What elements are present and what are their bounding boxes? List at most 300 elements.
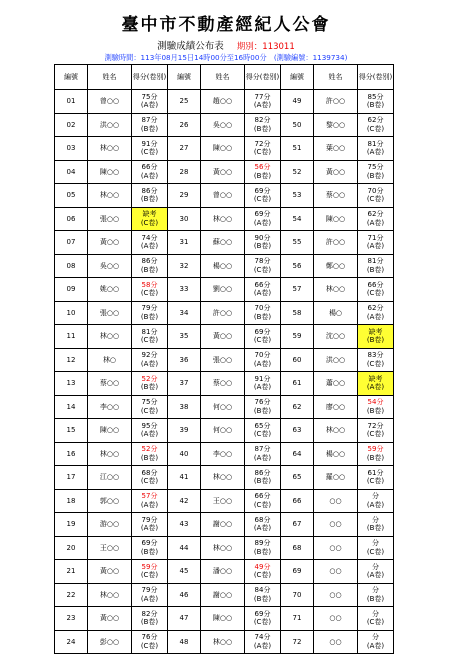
paper-type: (C卷) [253, 618, 272, 627]
paper-type: (A卷) [140, 171, 159, 180]
examinee-name: 黃○○ [88, 560, 132, 584]
header-score: 得分(卷別) [132, 65, 168, 90]
paper-type: (B卷) [253, 242, 272, 251]
score-cell [132, 560, 168, 584]
examinee-name: 林○○ [201, 207, 245, 231]
score-cell [245, 113, 281, 137]
score-cell [358, 513, 394, 537]
examinee-number: 11 [55, 325, 88, 349]
score-value: 77分 [254, 92, 271, 101]
examinee-name: 張○○ [88, 207, 132, 231]
examinee-number: 35 [168, 325, 201, 349]
paper-type: (A卷) [253, 453, 272, 462]
subtitle-row [0, 38, 452, 52]
score-value: 90分 [254, 233, 271, 242]
examinee-name: 陳○○ [201, 607, 245, 631]
score-value: 分 [372, 515, 379, 524]
score-value: 74分 [254, 633, 271, 642]
score-value: 59分 [367, 445, 384, 454]
paper-type: (C卷) [140, 571, 159, 580]
examinee-number: 14 [55, 395, 88, 419]
score-value: 81分 [141, 327, 158, 336]
score-cell [358, 137, 394, 161]
examinee-number: 36 [168, 348, 201, 372]
score-cell [358, 630, 394, 654]
examinee-name: ○○ [314, 560, 358, 584]
score-cell [132, 231, 168, 255]
score-value: 66分 [367, 280, 384, 289]
score-value: 79分 [141, 304, 158, 313]
table-row [55, 137, 394, 161]
paper-type: (B卷) [140, 547, 159, 556]
paper-type: (B卷) [253, 171, 272, 180]
score-cell [132, 395, 168, 419]
score-value: 缺考 [368, 327, 383, 336]
paper-type: (C卷) [253, 265, 272, 274]
score-value: 81分 [367, 139, 384, 148]
examinee-number: 67 [281, 513, 314, 537]
score-value: 49分 [254, 562, 271, 571]
paper-type: (B卷) [140, 265, 159, 274]
paper-type: (C卷) [366, 289, 385, 298]
examinee-name: 黃○○ [201, 325, 245, 349]
examinee-number: 46 [168, 583, 201, 607]
examinee-name: 姚○○ [88, 278, 132, 302]
paper-type: (C卷) [140, 477, 159, 486]
score-cell [358, 113, 394, 137]
examinee-name: 蔡○○ [201, 372, 245, 396]
examinee-name: ○○ [314, 536, 358, 560]
score-cell [132, 254, 168, 278]
score-value: 72分 [254, 139, 271, 148]
score-cell [358, 583, 394, 607]
score-value: 70分 [254, 351, 271, 360]
paper-type: (B卷) [140, 124, 159, 133]
score-cell [245, 254, 281, 278]
paper-type: (A卷) [140, 430, 159, 439]
paper-type: (B卷) [140, 618, 159, 627]
paper-type: (B卷) [140, 453, 159, 462]
paper-type: (A卷) [253, 524, 272, 533]
table-row [55, 489, 394, 513]
header-no: 編號 [281, 65, 314, 90]
score-cell [358, 207, 394, 231]
examinee-number: 72 [281, 630, 314, 654]
examinee-name: 吳○○ [201, 113, 245, 137]
table-row [55, 184, 394, 208]
paper-type: (C卷) [366, 359, 385, 368]
paper-type: (C卷) [366, 477, 385, 486]
paper-type: (B卷) [140, 383, 159, 392]
examinee-number: 54 [281, 207, 314, 231]
score-cell [358, 607, 394, 631]
score-cell [245, 184, 281, 208]
paper-type: (B卷) [253, 594, 272, 603]
period-label: 期別：113011 [236, 42, 295, 52]
paper-type: (C卷) [366, 124, 385, 133]
table-row [55, 513, 394, 537]
table-row [55, 395, 394, 419]
header-score: 得分(卷別) [358, 65, 394, 90]
score-value: 72分 [367, 421, 384, 430]
examinee-number: 57 [281, 278, 314, 302]
score-cell [132, 160, 168, 184]
examinee-number: 28 [168, 160, 201, 184]
paper-type: (B卷) [366, 101, 385, 110]
examinee-number: 31 [168, 231, 201, 255]
score-cell [132, 442, 168, 466]
examinee-name: 葉○○ [314, 137, 358, 161]
score-cell [132, 419, 168, 443]
paper-type: (A卷) [140, 242, 159, 251]
examinee-number: 09 [55, 278, 88, 302]
score-cell [358, 489, 394, 513]
table-row [55, 348, 394, 372]
examinee-name: 黎○○ [314, 113, 358, 137]
score-value: 分 [372, 633, 379, 642]
score-cell [245, 442, 281, 466]
score-value: 76分 [141, 633, 158, 642]
examinee-number: 15 [55, 419, 88, 443]
score-cell [245, 395, 281, 419]
score-cell [245, 372, 281, 396]
score-value: 86分 [254, 468, 271, 477]
examinee-number: 60 [281, 348, 314, 372]
examinee-name: ○○ [314, 489, 358, 513]
score-value: 69分 [254, 186, 271, 195]
examinee-number: 70 [281, 583, 314, 607]
paper-type: (C卷) [140, 406, 159, 415]
score-value: 82分 [254, 116, 271, 125]
score-value: 69分 [254, 210, 271, 219]
examinee-number: 16 [55, 442, 88, 466]
score-value: 56分 [254, 163, 271, 172]
examinee-name: ○○ [314, 607, 358, 631]
score-value: 52分 [141, 445, 158, 454]
score-value: 缺考 [142, 210, 157, 219]
examinee-name: 林○○ [201, 630, 245, 654]
score-cell [245, 160, 281, 184]
score-table-body [55, 90, 394, 654]
examinee-name: 楊○○ [314, 442, 358, 466]
examinee-number: 19 [55, 513, 88, 537]
score-value: 分 [372, 586, 379, 595]
paper-type: (C卷) [253, 500, 272, 509]
examinee-name: 許○○ [314, 90, 358, 114]
examinee-number: 69 [281, 560, 314, 584]
table-row [55, 630, 394, 654]
examinee-name: ○○ [314, 630, 358, 654]
score-cell [245, 489, 281, 513]
examinee-number: 10 [55, 301, 88, 325]
score-cell [358, 348, 394, 372]
score-cell [132, 325, 168, 349]
examinee-number: 02 [55, 113, 88, 137]
score-cell [358, 395, 394, 419]
score-value: 71分 [367, 233, 384, 242]
examinee-name: 曾○○ [88, 90, 132, 114]
paper-type: (C卷) [253, 148, 272, 157]
score-cell [245, 607, 281, 631]
examinee-name: 黃○○ [314, 160, 358, 184]
score-value: 分 [372, 609, 379, 618]
score-cell [132, 137, 168, 161]
subtitle: 測驗成績公布表 [157, 41, 224, 52]
score-cell [132, 583, 168, 607]
examinee-number: 08 [55, 254, 88, 278]
score-value: 70分 [254, 304, 271, 313]
examinee-number: 17 [55, 466, 88, 490]
score-value: 75分 [141, 92, 158, 101]
score-value: 68分 [254, 515, 271, 524]
examinee-number: 47 [168, 607, 201, 631]
examinee-name: 蕭○○ [314, 372, 358, 396]
score-cell [132, 536, 168, 560]
examinee-name: ○○ [314, 583, 358, 607]
score-cell [132, 607, 168, 631]
score-cell [358, 466, 394, 490]
examinee-number: 42 [168, 489, 201, 513]
examinee-number: 58 [281, 301, 314, 325]
examinee-name: 林○○ [314, 278, 358, 302]
score-value: 79分 [141, 586, 158, 595]
score-value: 68分 [141, 468, 158, 477]
table-row [55, 442, 394, 466]
paper-type: (B卷) [253, 312, 272, 321]
paper-type: (C卷) [140, 336, 159, 345]
header-score: 得分(卷別) [245, 65, 281, 90]
examinee-name: ○○ [314, 513, 358, 537]
examinee-name: 曾○○ [201, 184, 245, 208]
examinee-name: 郭○○ [88, 489, 132, 513]
score-cell [245, 513, 281, 537]
examinee-name: 林○ [88, 348, 132, 372]
examinee-number: 27 [168, 137, 201, 161]
score-value: 81分 [367, 257, 384, 266]
score-cell [245, 466, 281, 490]
examinee-name: 彭○○ [88, 630, 132, 654]
examinee-name: 蘇○○ [201, 231, 245, 255]
absent-score-cell [358, 372, 394, 396]
score-value: 66分 [141, 163, 158, 172]
paper-type: (C卷) [366, 547, 385, 556]
paper-type: (A卷) [253, 218, 272, 227]
paper-type: (A卷) [366, 242, 385, 251]
score-cell [358, 184, 394, 208]
table-row [55, 231, 394, 255]
score-cell [358, 442, 394, 466]
examinee-number: 61 [281, 372, 314, 396]
examinee-name: 林○○ [201, 536, 245, 560]
examinee-number: 52 [281, 160, 314, 184]
examinee-number: 71 [281, 607, 314, 631]
examinee-number: 21 [55, 560, 88, 584]
examinee-name: 王○○ [88, 536, 132, 560]
examinee-number: 65 [281, 466, 314, 490]
paper-type: (C卷) [140, 148, 159, 157]
score-value: 69分 [254, 609, 271, 618]
examinee-name: 陳○○ [314, 207, 358, 231]
examinee-number: 37 [168, 372, 201, 396]
examinee-number: 49 [281, 90, 314, 114]
score-cell [132, 466, 168, 490]
examinee-name: 李○○ [88, 395, 132, 419]
paper-type: (A卷) [253, 641, 272, 650]
examinee-name: 張○○ [201, 348, 245, 372]
examinee-number: 59 [281, 325, 314, 349]
score-cell [245, 536, 281, 560]
paper-type: (A卷) [140, 359, 159, 368]
score-value: 61分 [367, 468, 384, 477]
paper-type: (B卷) [366, 453, 385, 462]
paper-type: (A卷) [366, 218, 385, 227]
paper-type: (A卷) [140, 101, 159, 110]
score-value: 分 [372, 539, 379, 548]
paper-type: (B卷) [366, 265, 385, 274]
paper-type: (C卷) [366, 618, 385, 627]
score-value: 83分 [367, 351, 384, 360]
score-cell [358, 160, 394, 184]
score-cell [358, 254, 394, 278]
examinee-name: 李○○ [201, 442, 245, 466]
score-cell [245, 301, 281, 325]
paper-type: (B卷) [253, 477, 272, 486]
paper-type: (A卷) [253, 383, 272, 392]
paper-type: (B卷) [253, 547, 272, 556]
score-value: 89分 [254, 539, 271, 548]
header-no: 編號 [55, 65, 88, 90]
paper-type: (A卷) [366, 148, 385, 157]
score-cell [245, 583, 281, 607]
score-cell [132, 301, 168, 325]
examinee-name: 江○○ [88, 466, 132, 490]
score-cell [245, 90, 281, 114]
paper-type: (A卷) [366, 571, 385, 580]
score-value: 87分 [254, 445, 271, 454]
score-cell [245, 419, 281, 443]
examinee-number: 25 [168, 90, 201, 114]
examinee-number: 68 [281, 536, 314, 560]
score-value: 57分 [141, 492, 158, 501]
examinee-number: 38 [168, 395, 201, 419]
examinee-name: 王○○ [201, 489, 245, 513]
paper-type: (C卷) [253, 336, 272, 345]
paper-type: (B卷) [366, 336, 385, 345]
paper-type: (C卷) [366, 195, 385, 204]
examinee-number: 30 [168, 207, 201, 231]
score-cell [358, 560, 394, 584]
header-name: 姓名 [201, 65, 245, 90]
score-value: 65分 [254, 421, 271, 430]
examinee-number: 29 [168, 184, 201, 208]
paper-type: (A卷) [366, 500, 385, 509]
score-cell [132, 278, 168, 302]
absent-score-cell [358, 325, 394, 349]
table-row [55, 278, 394, 302]
examinee-name: 潘○○ [201, 560, 245, 584]
paper-type: (A卷) [140, 524, 159, 533]
score-cell [245, 207, 281, 231]
examinee-number: 05 [55, 184, 88, 208]
examinee-name: 吳○○ [88, 254, 132, 278]
score-value: 76分 [254, 398, 271, 407]
examinee-name: 謝○○ [201, 583, 245, 607]
examinee-number: 53 [281, 184, 314, 208]
score-value: 69分 [141, 539, 158, 548]
examinee-name: 林○○ [314, 419, 358, 443]
examinee-number: 33 [168, 278, 201, 302]
examinee-number: 62 [281, 395, 314, 419]
examinee-number: 12 [55, 348, 88, 372]
score-cell [132, 184, 168, 208]
table-row [55, 90, 394, 114]
examinee-name: 蔡○○ [88, 372, 132, 396]
paper-type: (B卷) [253, 406, 272, 415]
paper-type: (A卷) [366, 641, 385, 650]
page-title: 臺中市不動產經紀人公會 [121, 15, 331, 35]
table-row [55, 207, 394, 231]
score-cell [245, 560, 281, 584]
examinee-number: 20 [55, 536, 88, 560]
score-value: 54分 [367, 398, 384, 407]
table-row [55, 583, 394, 607]
score-cell [358, 231, 394, 255]
score-cell [358, 419, 394, 443]
paper-type: (A卷) [253, 101, 272, 110]
examinee-number: 03 [55, 137, 88, 161]
score-value: 91分 [141, 139, 158, 148]
paper-type: (A卷) [140, 594, 159, 603]
score-cell [358, 278, 394, 302]
score-cell [245, 630, 281, 654]
examinee-number: 13 [55, 372, 88, 396]
table-row [55, 607, 394, 631]
score-value: 86分 [141, 257, 158, 266]
examinee-number: 06 [55, 207, 88, 231]
paper-type: (C卷) [253, 195, 272, 204]
examinee-name: 楊○○ [201, 254, 245, 278]
examinee-name: 黃○○ [88, 231, 132, 255]
paper-type: (C卷) [253, 430, 272, 439]
examinee-name: 沈○○ [314, 325, 358, 349]
examinee-number: 34 [168, 301, 201, 325]
table-row [55, 325, 394, 349]
exam-time-line: 測驗時間：113年08月15日14時00分至16時00分 (測驗編號：1139734) [104, 53, 348, 62]
score-value: 62分 [367, 304, 384, 313]
table-row [55, 160, 394, 184]
score-value: 79分 [141, 515, 158, 524]
examinee-number: 66 [281, 489, 314, 513]
examinee-name: 鄭○○ [314, 254, 358, 278]
examinee-name: 楊○ [314, 301, 358, 325]
examinee-number: 39 [168, 419, 201, 443]
paper-type: (B卷) [140, 312, 159, 321]
examinee-number: 50 [281, 113, 314, 137]
table-row [55, 113, 394, 137]
examinee-number: 48 [168, 630, 201, 654]
score-cell [358, 90, 394, 114]
table-row [55, 536, 394, 560]
examinee-name: 劉○○ [201, 278, 245, 302]
examinee-name: 張○○ [88, 301, 132, 325]
score-value: 58分 [141, 280, 158, 289]
paper-type: (A卷) [253, 289, 272, 298]
score-value: 85分 [367, 92, 384, 101]
examinee-number: 23 [55, 607, 88, 631]
paper-type: (B卷) [253, 124, 272, 133]
score-value: 70分 [367, 186, 384, 195]
paper-type: (C卷) [366, 430, 385, 439]
